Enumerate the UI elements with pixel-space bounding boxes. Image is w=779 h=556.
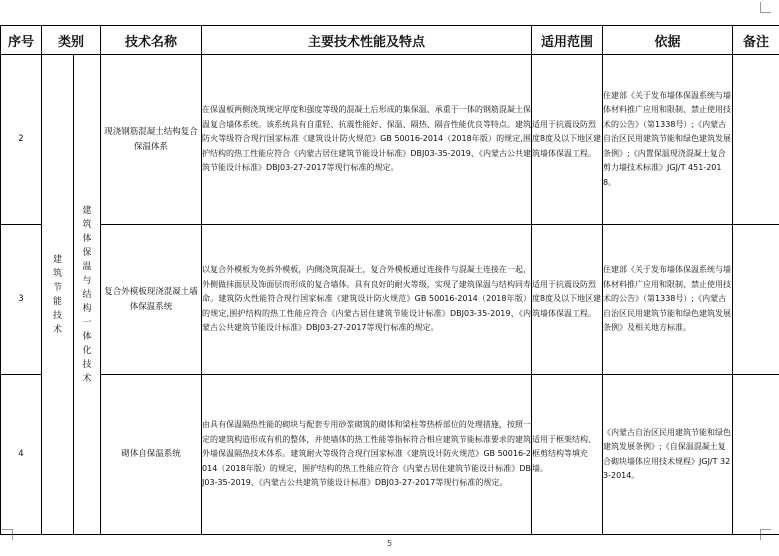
header-no: 序号: [1, 26, 42, 55]
technology-features: 以复合外模板为免拆外模板，内侧浇筑混凝土，复合外模板通过连接件与混凝土连接在一起，外侧做抹面层及饰面层而形成的复合墙体。具有良好的耐火等级，实现了建筑保温与结构同寿命。建筑防火性能符合现行国家标准《建筑设计防火规范》GB 50016-2014（2018年版）的规定,围护结构的热工性能应符合《内蒙古居住建筑节能设计标准》DBJ03-35-2019、《内蒙古公共建筑节能设计标准》DBJ03-27-2017等现行标准的规定。: [202, 225, 532, 375]
category-minor: 建筑体保温与结构一体化技术: [74, 55, 101, 535]
row-number: 3: [1, 225, 42, 375]
technology-table: [0, 25, 779, 535]
page-number: 5: [386, 539, 393, 548]
technology-name: 复合外模板现浇混凝土墙体保温系统: [101, 225, 202, 375]
header-basis: 依据: [603, 26, 733, 55]
application-scope: 适用于抗震设防烈度8度及以下地区建筑墙体保温工程。: [532, 225, 603, 375]
basis-reference: 住建部《关于发布墙体保温系统与墙体材料推广应用和限制、禁止使用技术的公告》（第1338号）;《内蒙古自治区民用建筑节能和绿色建筑发展条例》及相关地方标准。: [603, 225, 733, 375]
table-row: [1, 375, 779, 535]
basis-reference: 《内蒙古自治区民用建筑节能和绿色建筑发展条例》;《自保温混凝土复合砌块墙体应用技术规程》JGJ/T 323-2014。: [603, 375, 733, 535]
technology-name: 现浇钢筋混凝土结构复合保温体系: [101, 55, 202, 225]
category-major: 建筑节能技术: [42, 55, 74, 535]
page-corner-mark: [760, 2, 771, 13]
table-row: [1, 55, 779, 225]
header-name: 技术名称: [101, 26, 202, 55]
header-features: 主要技术性能及特点: [202, 26, 532, 55]
header-category: 类别: [42, 26, 101, 55]
header-scope: 适用范围: [532, 26, 603, 55]
note-cell: [733, 375, 779, 535]
technology-features: 在保温板两侧浇筑规定厚度和强度等级的混凝土后形成的集保温、承重于一体的钢筋混凝土保温复合墙体系统。该系统具有自重轻、抗震性能好、保温、隔热、隔音性能优良等特点。建筑防火等级符合现行国家标准《建筑设计防火规范》GB 50016-2014（2018年版）的规定,围护结构的热工性能应符合《内蒙古居住建筑节能设计标准》DBJ03-35-2019、《内蒙古公共建筑节能设计标准》DBJ03-27-2017等现行标准的规定。: [202, 55, 532, 225]
application-scope: 适用于抗震设防烈度8度及以下地区建筑墙体保温工程。: [532, 55, 603, 225]
header-row: [1, 26, 779, 55]
basis-reference: 住建部《关于发布墙体保温系统与墙体材料推广应用和限制、禁止使用技术的公告》（第1338号）;《内蒙古自治区民用建筑节能和绿色建筑发展条例》;《内置保温现浇混凝土复合剪力墙技术标准》JGJ/T 451-2018。: [603, 55, 733, 225]
application-scope: 适用于框架结构、框剪结构等填充墙。: [532, 375, 603, 535]
technology-features: 由具有保温隔热性能的砌块与配套专用砂浆砌筑的砌体和梁柱等热桥部位的处理措施，按照一定的建筑构造形成有机的整体，并使墙体的热工性能等指标符合相应建筑节能标准要求的建筑外墙保温隔热技术体系。建筑耐火等级符合现行国家标准《建筑设计防火规范》GB 50016-2014（2018年版）的规定，围护结构的热工性能应符合《内蒙古居住建筑节能设计标准》DBJ03-35-2019、《内蒙古公共建筑节能设计标准》DBJ03-27-2017等现行标准的规定。: [202, 375, 532, 535]
technology-name: 砌体自保温系统: [101, 375, 202, 535]
note-cell: [733, 55, 779, 225]
row-number: 2: [1, 55, 42, 225]
table-row: [1, 225, 779, 375]
header-note: 备注: [733, 26, 779, 55]
note-cell: [733, 225, 779, 375]
row-number: 4: [1, 375, 42, 535]
